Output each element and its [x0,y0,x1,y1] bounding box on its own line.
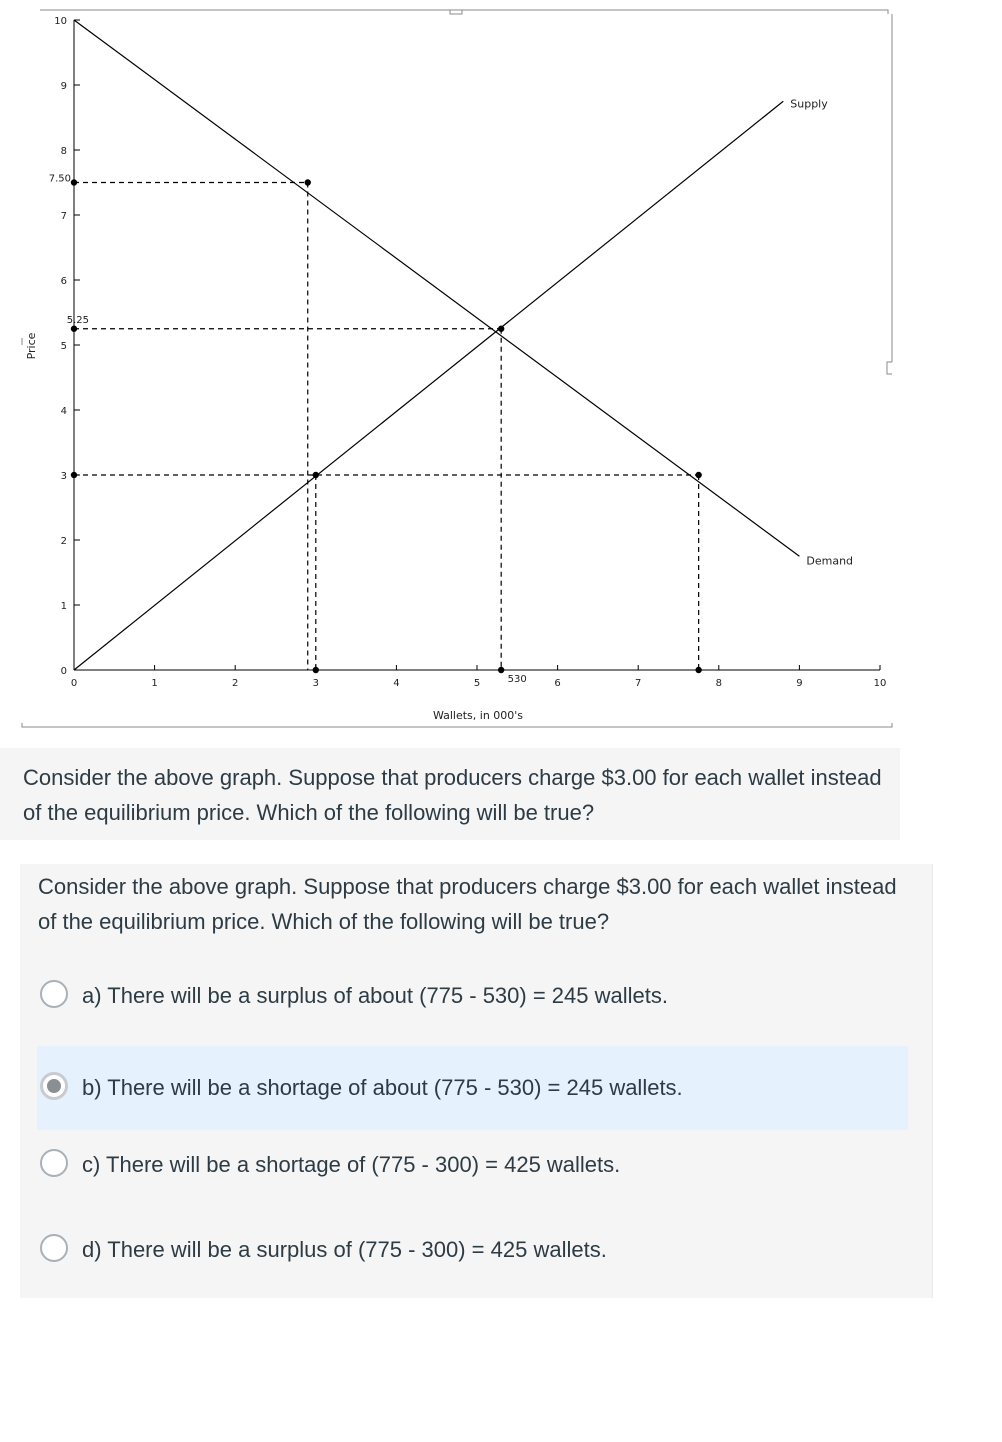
x-tick-label: 5 [473,678,481,689]
radio-button-a[interactable] [40,980,68,1008]
radio-button-c[interactable] [40,1149,68,1177]
x-tick-label: 8 [715,678,722,689]
y-tick-label: 9 [60,81,67,92]
question-text: Consider the above graph. Suppose that producers charge $3.00 for each wallet instead of the equilibrium price. Which of the following will be true? [38,874,897,934]
answer-label-b[interactable]: b) There will be a shortage of about (775 - 530) = 245 wallets. [82,1075,683,1100]
question-panel [20,864,933,1298]
x-tick-label: 7 [635,678,642,689]
y-axis-label: Price [25,332,38,360]
answer-label-a[interactable]: a) There will be a surplus of about (775 - 530) = 245 wallets. [82,983,668,1008]
supply-demand-graph [0,0,900,730]
price-label-750: 7.50 [48,173,71,185]
supply-label: Supply [790,97,828,111]
x-axis-dot [313,667,319,673]
supply-line [74,101,783,670]
y-tick-label: 2 [60,536,67,547]
radio-button-b[interactable] [40,1072,68,1100]
quantity-label-530: 530 [507,674,527,685]
answer-option-c[interactable] [37,1123,908,1207]
y-tick-label: 0 [60,666,67,677]
x-tick-label: 1 [151,678,158,689]
answer-label-d[interactable]: d) There will be a surplus of (775 - 300) = 425 wallets. [82,1237,607,1262]
x-tick-label: 2 [232,678,239,689]
x-axis-dot [498,667,504,673]
x-tick-label: 4 [393,678,400,689]
y-tick-label: 5 [60,341,67,352]
y-tick-label: 10 [54,16,67,27]
y-tick-label: 1 [60,601,67,612]
y-axis-dot [71,326,77,332]
demand-label: Demand [806,554,854,568]
y-tick-label: 4 [60,406,67,417]
x-tick-label: 6 [554,678,561,689]
radio-button-d[interactable] [40,1234,68,1262]
y-tick-label: 6 [60,276,67,287]
answer-option-a[interactable] [37,954,908,1038]
x-tick-label: 9 [796,678,803,689]
x-tick-label: 0 [70,678,78,689]
x-tick-label: 10 [873,678,887,689]
intersection-point [305,179,311,185]
answer-option-b[interactable] [37,1046,908,1130]
price-label-525: 5.25 [66,314,89,326]
answer-option-d[interactable] [37,1208,908,1292]
graph-canvas [0,0,900,730]
intersection-point [695,472,701,478]
y-tick-label: 8 [60,146,67,157]
demand-line [74,20,799,556]
y-axis-dot [71,179,77,185]
answer-label-c[interactable]: c) There will be a shortage of (775 - 300) = 425 wallets. [82,1152,621,1177]
x-tick-label: 3 [312,678,319,689]
x-axis-dot [695,667,701,673]
y-tick-label: 3 [60,471,67,482]
y-axis-dot [71,472,77,478]
intersection-point [498,326,504,332]
x-axis-label: Wallets, in 000's [432,709,524,722]
question-text-top: Consider the above graph. Suppose that producers charge $3.00 for each wallet instead of the equilibrium price. Which of the following will be true? [23,765,882,825]
y-tick-label: 7 [60,211,67,222]
intersection-point [313,472,319,478]
question-banner [0,748,900,840]
